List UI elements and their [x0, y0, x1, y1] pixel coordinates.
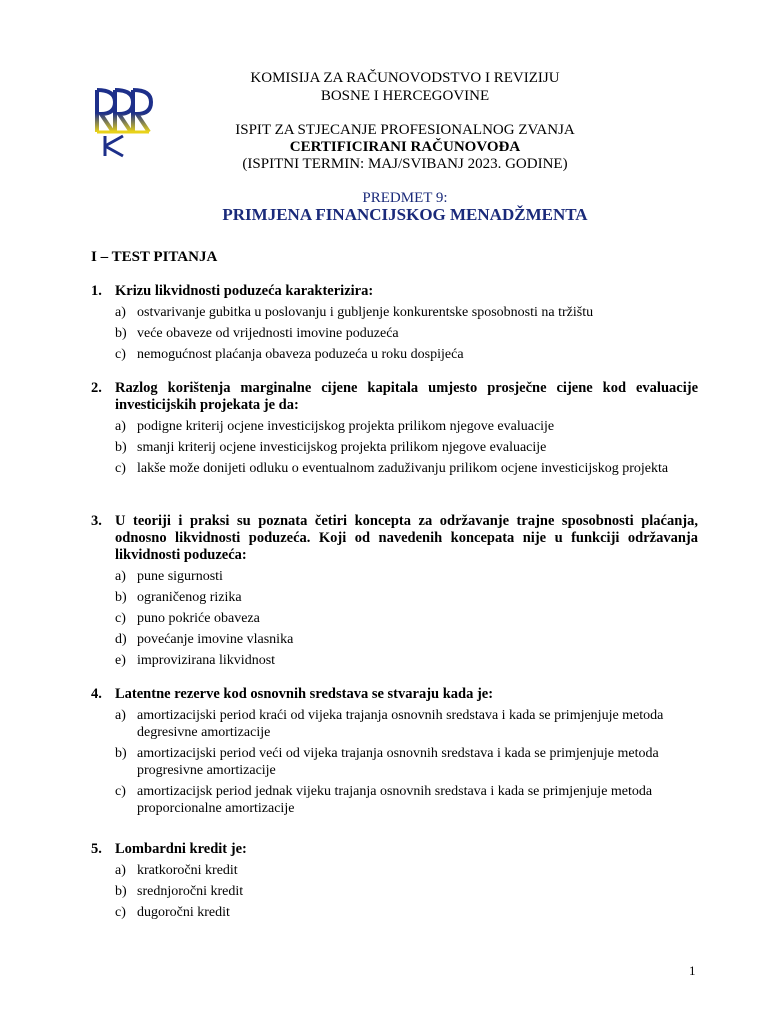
question-stem: [91, 686, 698, 703]
option-text: amortizacijski period veći od vijeka trajanja osnovnih sredstava i kada se primjenjuje metoda progresivne amortizacije: [137, 746, 659, 778]
exam-title: ISPIT ZA STJECANJE PROFESIONALNOG ZVANJA: [235, 122, 575, 138]
option-letter: b): [115, 440, 127, 455]
question-1: [91, 283, 698, 363]
answer-option: [115, 439, 698, 456]
exam-term: (ISPITNI TERMIN: MAJ/SVIBANJ 2023. GODINE): [242, 156, 568, 172]
option-letter: b): [115, 326, 127, 341]
option-letter: a): [115, 708, 126, 723]
option-letter: b): [115, 746, 127, 761]
option-letter: e): [115, 653, 126, 668]
question-5: [91, 841, 698, 921]
option-text: smanji kriterij ocjene investicijskog projekta prilikom njegove evaluacije: [137, 440, 547, 455]
answer-option: [115, 631, 698, 648]
option-text: nemogućnost plaćanja obaveza poduzeća u roku dospijeća: [137, 347, 464, 362]
answer-option: [115, 589, 698, 606]
answer-option: [115, 904, 698, 921]
answer-option: [115, 862, 698, 879]
section-heading: I – TEST PITANJA: [91, 249, 218, 265]
option-letter: c): [115, 461, 126, 476]
commission-country: BOSNE I HERCEGOVINE: [320, 88, 490, 104]
answer-option: [115, 346, 698, 363]
question-number: 2.: [91, 380, 102, 396]
question-text: Lombardni kredit je:: [115, 841, 247, 857]
option-text: puno pokriće obaveza: [137, 611, 260, 626]
option-text: amortizacijsk period jednak vijeku trajanja osnovnih sredstava i kada se primjenjuje metoda proporcionalne amortizacije: [137, 784, 653, 816]
option-text: podigne kriterij ocjene investicijskog projekta prilikom njegove evaluacije: [137, 419, 555, 434]
question-3: [91, 513, 698, 669]
question-text: Krizu likvidnosti poduzeća karakterizira:: [115, 283, 374, 299]
answer-option: [115, 304, 698, 321]
answer-option: [115, 783, 698, 817]
option-text: kratkoročni kredit: [137, 863, 238, 878]
option-text: lakše može donijeti odluku o eventualnom zaduživanju prilikom ocjene investicijskog projekta: [137, 461, 669, 476]
question-stem: [91, 283, 698, 300]
question-number: 4.: [91, 686, 102, 702]
option-letter: b): [115, 884, 127, 899]
subject-title: PRIMJENA FINANCIJSKOG MENADŽMENTA: [222, 205, 588, 224]
option-letter: a): [115, 305, 126, 320]
option-text: srednjoročni kredit: [137, 884, 244, 899]
subject-label: PREDMET 9:: [362, 190, 448, 206]
option-letter: d): [115, 632, 127, 647]
option-text: improvizirana likvidnost: [137, 653, 276, 668]
option-text: ostvarivanje gubitka u poslovanju i gubljenje konkurentske sposobnosti na tržištu: [137, 305, 594, 320]
question-number: 1.: [91, 283, 102, 299]
question-number: 3.: [91, 513, 102, 529]
answer-option: [115, 568, 698, 585]
option-text: povećanje imovine vlasnika: [137, 632, 294, 647]
question-2: [91, 380, 698, 477]
question-stem: [91, 841, 698, 858]
answer-option: [115, 325, 698, 342]
question-4: [91, 686, 698, 817]
question-number: 5.: [91, 841, 102, 857]
option-letter: c): [115, 611, 126, 626]
option-letter: c): [115, 347, 126, 362]
answer-option: [115, 707, 698, 741]
commission-name: KOMISIJA ZA RAČUNOVODSTVO I REVIZIJU: [250, 70, 560, 86]
commission-logo: [93, 86, 153, 158]
option-text: dugoročni kredit: [137, 905, 230, 920]
option-letter: b): [115, 590, 127, 605]
option-letter: a): [115, 863, 126, 878]
answer-option: [115, 460, 698, 477]
question-stem: [91, 380, 698, 414]
answer-option: [115, 652, 698, 669]
question-stem: [91, 513, 698, 564]
option-text: amortizacijski period kraći od vijeka trajanja osnovnih sredstava i kada se primjenjuje metoda degresivne amortizacije: [137, 708, 664, 740]
answer-option: [115, 610, 698, 627]
option-text: veće obaveze od vrijednosti imovine poduzeća: [137, 326, 399, 341]
answer-option: [115, 418, 698, 435]
option-letter: c): [115, 905, 126, 920]
option-letter: a): [115, 569, 126, 584]
answer-option: [115, 745, 698, 779]
question-text: Razlog korištenja marginalne cijene kapitala umjesto prosječne cijene kod evaluacije investicijskih projekata je da:: [115, 380, 698, 413]
qualification-title: CERTIFICIRANI RAČUNOVOĐA: [289, 139, 521, 155]
option-text: pune sigurnosti: [137, 569, 223, 584]
option-letter: c): [115, 784, 126, 799]
page-number: 1: [689, 963, 696, 978]
option-text: ograničenog rizika: [137, 590, 242, 605]
question-text: U teoriji i praksi su poznata četiri koncepta za održavanje trajne sposobnosti plaćanja, odnosno likvidnosti poduzeća. Koji od navedenih koncepata nije u funkciji održavanja likvidnosti poduzeća:: [115, 513, 698, 563]
answer-option: [115, 883, 698, 900]
question-text: Latentne rezerve kod osnovnih sredstava se stvaraju kada je:: [115, 686, 494, 702]
option-letter: a): [115, 419, 126, 434]
